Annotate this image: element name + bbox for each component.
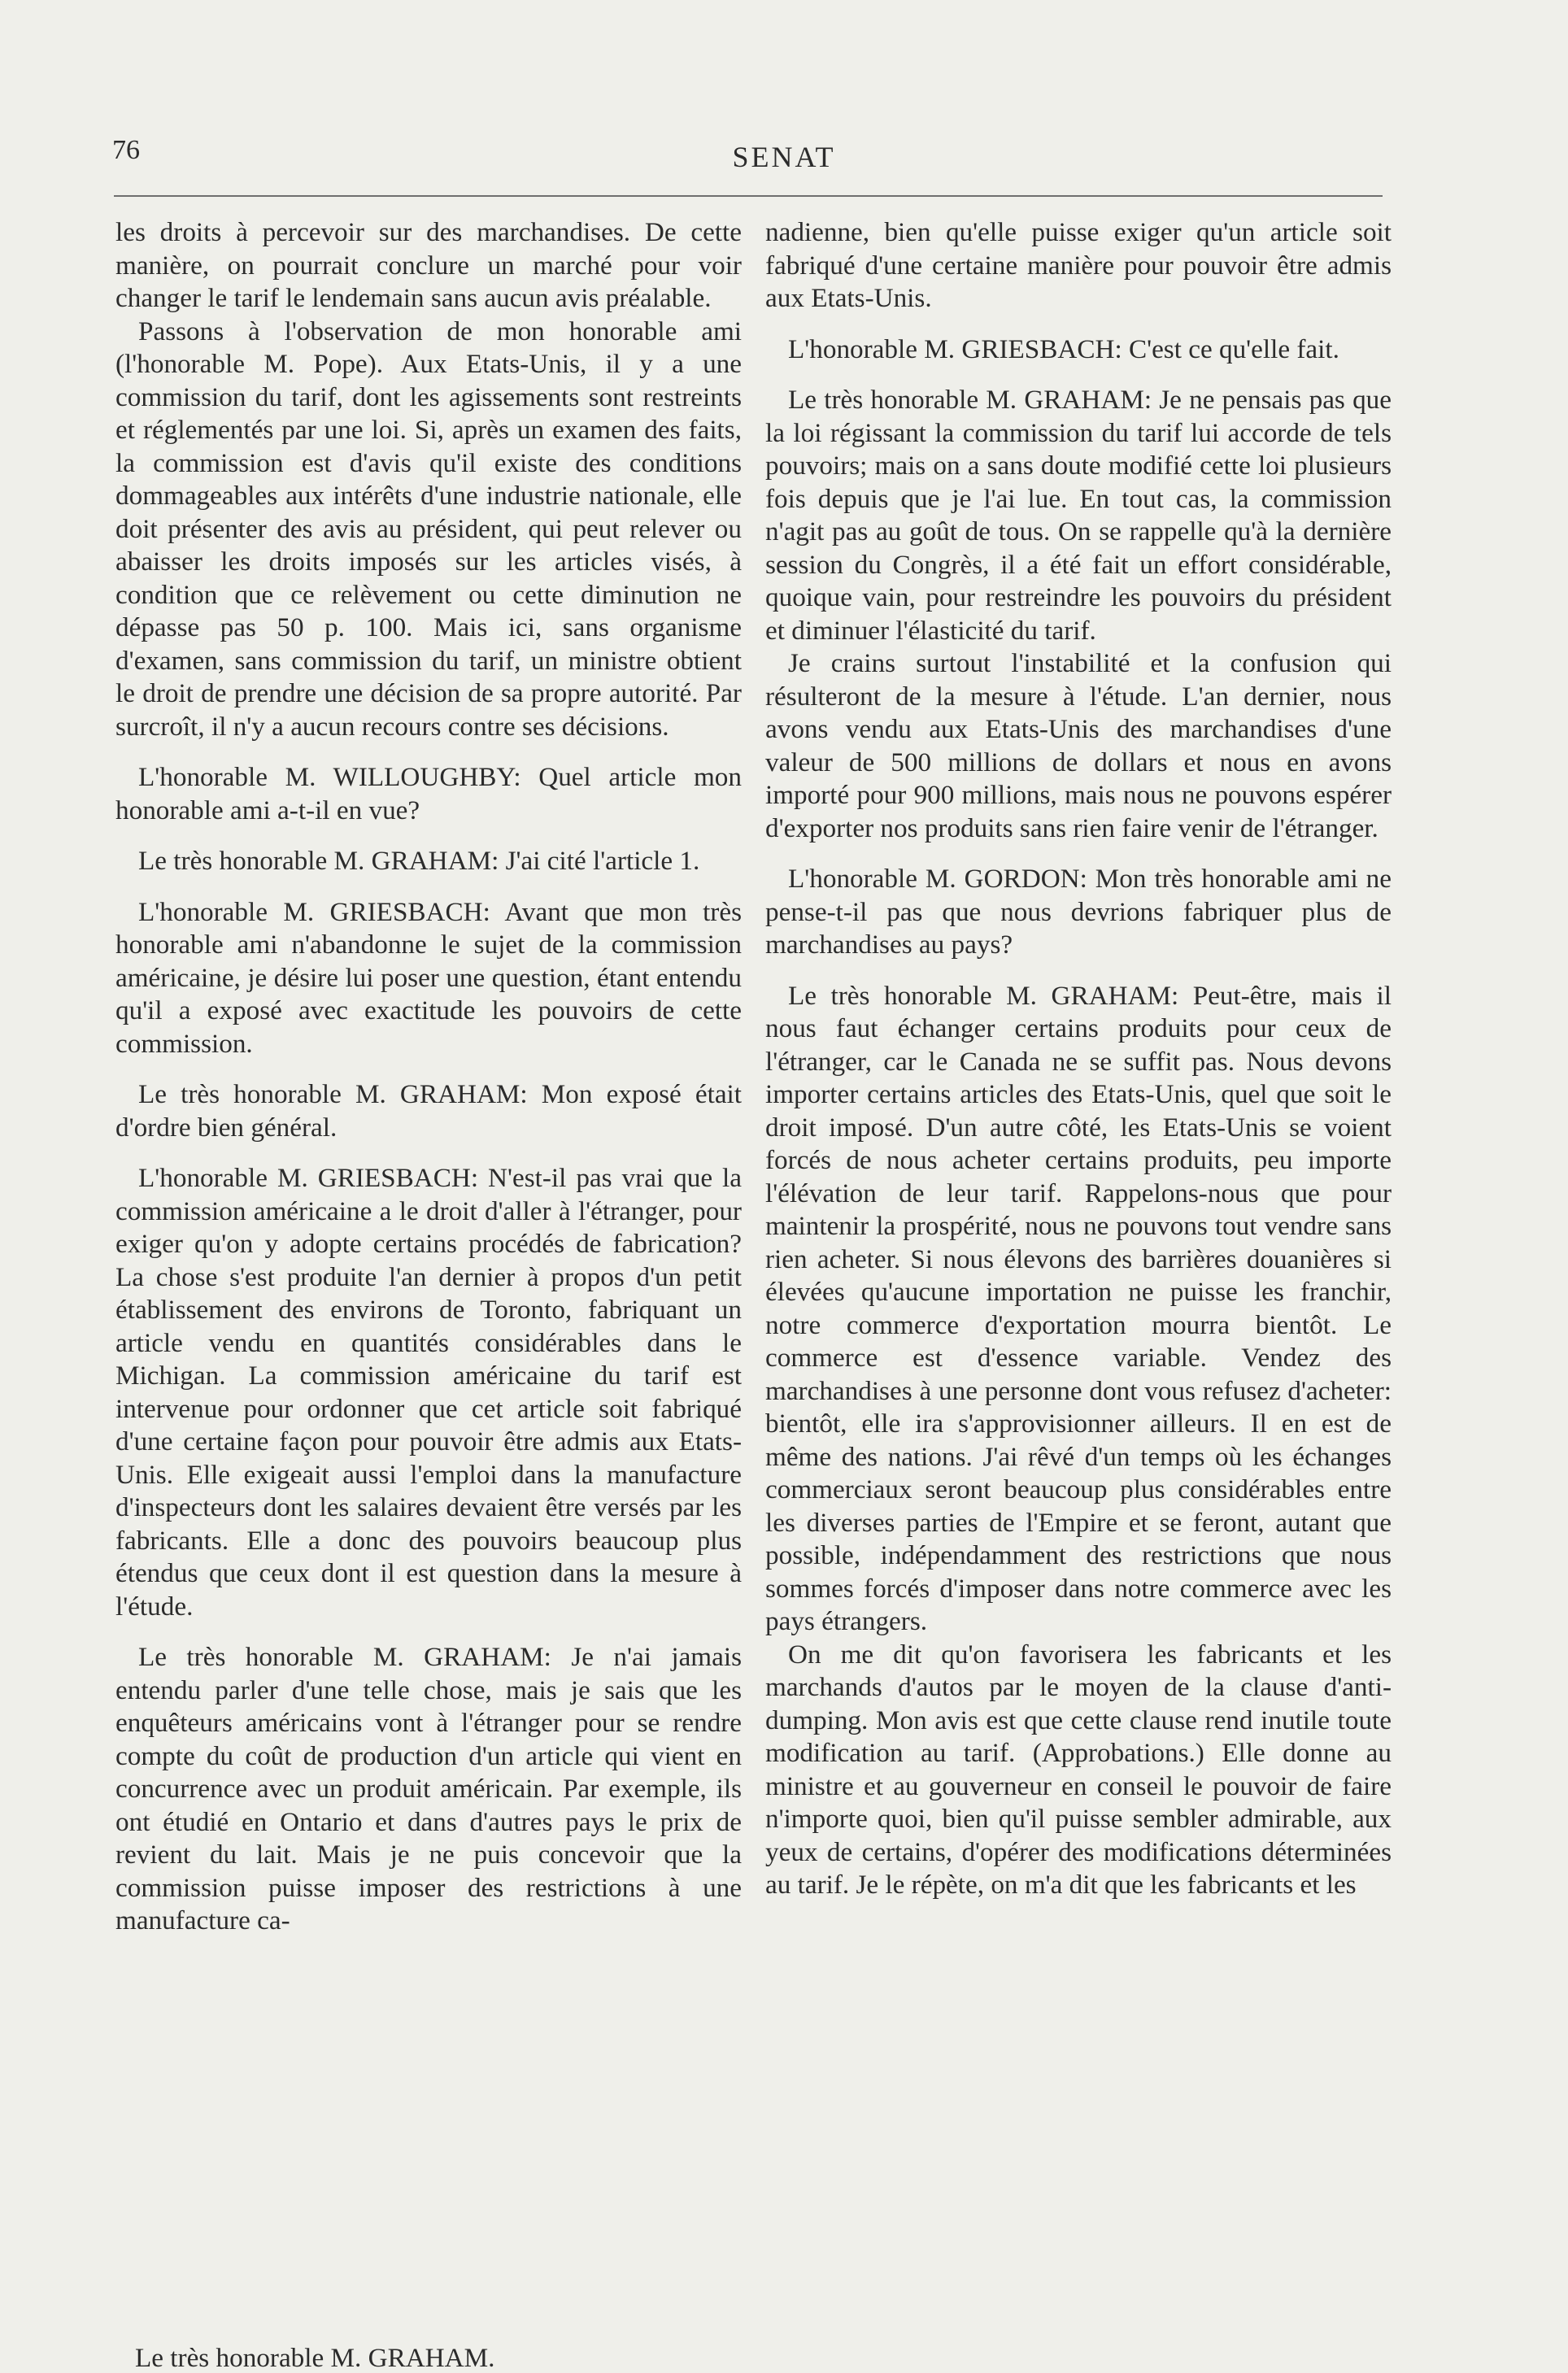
speech-paragraph: Le très honorable M. GRAHAM: Mon exposé était d'ordre bien général. <box>115 1079 742 1143</box>
speech-paragraph: L'honorable M. GORDON: Mon très honorable ami ne pense-t-il pas que nous devrions fabriquer plus de marchandises au pays? <box>765 864 1392 960</box>
page-number: 76 <box>112 135 140 165</box>
speech-paragraph: L'honorable M. GRIESBACH: Avant que mon très honorable ami n'abandonne le sujet de la commission américaine, je désire lui poser une question, étant entendu qu'il a exposé avec exactitude les pouvoirs de cette commission. <box>115 896 742 1059</box>
speech-paragraph: Le très honorable M. GRAHAM: Peut-être, mais il nous faut échanger certains produits pour ceux de l'étranger, car le Canada ne se suffit pas. Nous devons importer certains articles des Etats-Unis, quel que soit le droit imposé. D'un autre côté, les Etats-Unis se voient forcés de nous acheter certains produits, peu importe l'élévation de leur tarif. Rappelons-nous que pour maintenir la prospérité, nous ne pouvons tout vendre sans rien acheter. Si nous élevons des barrières douanières si élevées qu'aucune importation ne puisse les franchir, notre commerce d'exportation mourra bientôt. Le commerce est d'essence variable. Vendez des marchandises à une personne dont vous refusez d'acheter: bientôt, elle ira s'approvisionner ailleurs. Il en est de même des nations. J'ai rêvé d'un temps où les échanges commerciaux seront beaucoup plus considérables entre les diverses parties de l'Empire et se feront, autant que possible, indépendamment des restrictions que nous sommes forcés d'imposer dans notre commerce avec les pays étrangers. <box>765 980 1392 1636</box>
speech-paragraph: Le très honorable M. GRAHAM: Je n'ai jamais entendu parler d'une telle chose, mais je sais que les enquêteurs américains vont à l'étranger pour se rendre compte du coût de production d'un article qui vient en concurrence avec un produit américain. Par exemple, ils ont étudié en Ontario et dans d'autres pays le prix de revient du lait. Mais je ne puis concevoir que la commission puisse imposer des restrictions à une manufacture ca- <box>115 1642 742 1935</box>
paragraph: On me dit qu'on favorisera les fabricants et les marchands d'autos par le moyen de la clause d'anti-dumping. Mon avis est que cette clause rend inutile toute modification au tarif. (Approbations.) Elle donne au ministre et au gouverneur en conseil le pouvoir de faire n'importe quoi, bien qu'il puisse sembler admirable, aux yeux de certains, d'opérer des modifications déterminées au tarif. Je le répète, on m'a dit que les fabricants et les <box>765 1639 1392 1900</box>
speech-paragraph: L'honorable M. GRIESBACH: N'est-il pas vrai que la commission américaine a le droit d'aller à l'étranger, pour exiger qu'on y adopte certains procédés de fabrication? La chose s'est produite l'an dernier à propos d'un petit établissement des environs de Toronto, fabriquant un article vendu en quantités considérables dans le Michigan. La commission américaine du tarif est intervenue pour ordonner que cet article soit fabriqué d'une certaine façon pour pouvoir être admis aux Etats-Unis. Elle exigeait aussi l'emploi dans la manufacture d'inspecteurs dont les salaires devaient être versés par les fabricants. Elle a donc des pouvoirs beaucoup plus étendus que ceux dont il est question dans la mesure à l'étude. <box>115 1163 742 1622</box>
running-head: SENAT <box>732 141 836 173</box>
speech-paragraph: Le très honorable M. GRAHAM: Je ne pensais pas que la loi régissant la commission du tarif lui accorde de tels pouvoirs; mais on a sans doute modifié cette loi plusieurs fois depuis que je l'ai lue. En tout cas, la commission n'agit pas au goût de tous. On se rappelle qu'à la dernière session du Congrès, il a été fait un effort considérable, quoique vain, pour restreindre les pouvoirs du président et diminuer l'élasticité du tarif. <box>765 385 1392 646</box>
catchword: Le très honorable M. GRAHAM. <box>135 2343 495 2373</box>
paragraph: les droits à percevoir sur des marchandises. De cette manière, on pourrait conclure un marché pour voir changer le tarif le lendemain sans aucun avis préalable. <box>115 217 742 313</box>
speech-paragraph: L'honorable M. GRIESBACH: C'est ce qu'elle fait. <box>788 333 1339 364</box>
paragraph: Je crains surtout l'instabilité et la confusion qui résulteront de la mesure à l'étude. L'an dernier, nous avons vendu aux Etats-Unis des marchandises d'une valeur de 500 millions de dollars et nous en avons importé pour 900 millions, mais nous ne pouvons espérer d'exporter nos produits sans rien faire venir de l'étranger. <box>765 648 1392 843</box>
header-rule <box>114 195 1383 197</box>
speech-paragraph: Le très honorable M. GRAHAM: J'ai cité l'article 1. <box>138 846 700 876</box>
right-column <box>765 216 1392 1902</box>
paragraph: nadienne, bien qu'elle puisse exiger qu'un article soit fabriqué d'une certaine manière pour pouvoir être admis aux Etats-Unis. <box>765 217 1392 313</box>
speech-paragraph: L'honorable M. WILLOUGHBY: Quel article mon honorable ami a-t-il en vue? <box>115 762 742 825</box>
left-column <box>115 216 742 1938</box>
paragraph: Passons à l'observation de mon honorable ami (l'honorable M. Pope). Aux Etats-Unis, il y a une commission du tarif, dont les agissements sont restreints et réglementés par une loi. Si, après un examen des faits, la commission est d'avis qu'il existe des conditions dommageables aux intérêts d'une industrie nationale, elle doit présenter des avis au président, qui peut relever ou abaisser les droits imposés sur les articles visés, à condition que ce relèvement ou cette diminution ne dépasse pas 50 p. 100. Mais ici, sans organisme d'examen, sans commission du tarif, un ministre obtient le droit de prendre une décision de sa propre autorité. Par surcroît, il n'y a aucun recours contre ses décisions. <box>115 316 742 742</box>
